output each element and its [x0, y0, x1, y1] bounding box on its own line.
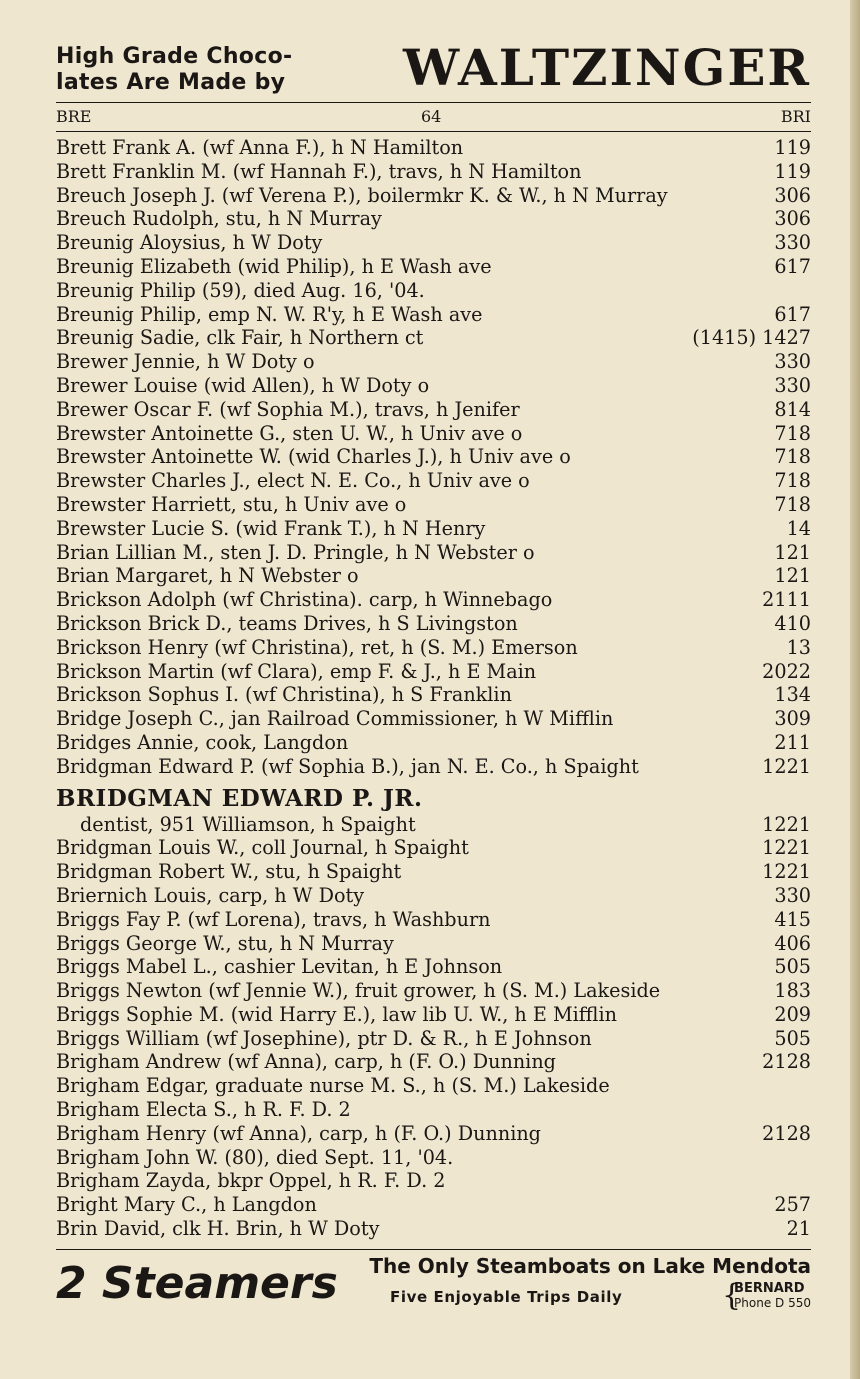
- entry-name: Bridge Joseph C., jan Railroad Commissioner, h W Mifflin: [56, 707, 614, 731]
- entry-number: 309: [774, 707, 811, 731]
- entry-number: 505: [774, 955, 811, 979]
- entry-name: Brigham Zayda, bkpr Oppel, h R. F. D. 2: [56, 1169, 446, 1193]
- entry-number: 1221: [762, 860, 811, 884]
- entry-name: Bridgman Robert W., stu, h Spaight: [56, 860, 402, 884]
- entry-name: Breuch Joseph J. (wf Verena P.), boilermkr K. & W., h N Murray: [56, 183, 668, 207]
- entry-number: 14: [786, 516, 811, 540]
- entry-name: Brickson Martin (wf Clara), emp F. & J., h E Main: [56, 659, 537, 683]
- directory-listings: [56, 136, 811, 779]
- list-item: [56, 1146, 811, 1170]
- list-item: [56, 1098, 811, 1122]
- brace-icon: {: [722, 1277, 742, 1313]
- entry-number: 183: [774, 979, 811, 1003]
- entry-number: 406: [774, 931, 811, 955]
- entry-name: Brigham Henry (wf Anna), carp, h (F. O.) Dunning: [56, 1121, 541, 1145]
- entry-name: Breunig Philip (59), died Aug. 16, '04.: [56, 278, 425, 302]
- list-item: [56, 1193, 811, 1217]
- list-item: [56, 326, 811, 350]
- entry-number: 330: [774, 373, 811, 397]
- entry-name: Breunig Aloysius, h W Doty: [56, 231, 323, 255]
- list-item: [56, 136, 811, 160]
- entry-number: 1221: [762, 836, 811, 860]
- list-item: [56, 564, 811, 588]
- entry-name: Brewster Antoinette G., sten U. W., h Univ ave o: [56, 421, 523, 445]
- list-item: [56, 884, 811, 908]
- entry-name: Brewer Jennie, h W Doty o: [56, 350, 315, 374]
- list-item: [56, 374, 811, 398]
- entry-number: 306: [774, 207, 811, 231]
- entry-number: 718: [774, 445, 811, 469]
- featured-entry-heading: [56, 779, 811, 813]
- entry-number: 718: [774, 421, 811, 445]
- list-item: [56, 1122, 811, 1146]
- header-ad-brand: WALTZINGER: [403, 38, 811, 97]
- entry-number: 306: [774, 183, 811, 207]
- entry-number: 415: [774, 907, 811, 931]
- entry-name: Briernich Louis, carp, h W Doty: [56, 883, 365, 907]
- featured-entry-number: 1221: [762, 812, 811, 836]
- entry-number: 119: [774, 136, 811, 159]
- entry-number: 617: [774, 254, 811, 278]
- entry-name: Brewer Oscar F. (wf Sophia M.), travs, h Jenifer: [56, 397, 520, 421]
- entry-number: (1415) 1427: [692, 326, 811, 350]
- directory-page: [56, 30, 811, 1330]
- entry-number: 119: [774, 159, 811, 183]
- entry-number: 211: [774, 730, 811, 754]
- list-item: [56, 1027, 811, 1051]
- entry-number: 21: [786, 1217, 811, 1241]
- entry-number: 814: [774, 397, 811, 421]
- list-item: [56, 860, 811, 884]
- entry-name: Brigham John W. (80), died Sept. 11, '04.: [56, 1145, 454, 1169]
- entry-name: Brewster Antoinette W. (wid Charles J.), h Univ ave o: [56, 445, 571, 469]
- featured-entry-detail: dentist, 951 Williamson, h Spaight: [80, 812, 416, 836]
- list-item: [56, 279, 811, 303]
- list-item: [56, 350, 811, 374]
- page-number: 64: [421, 107, 442, 126]
- entry-name: Briggs Fay P. (wf Lorena), travs, h Washburn: [56, 907, 491, 931]
- entry-name: Bright Mary C., h Langdon: [56, 1193, 317, 1217]
- entry-number: 257: [774, 1193, 811, 1217]
- entry-number: 2111: [762, 588, 811, 612]
- list-item: [56, 836, 811, 860]
- list-item: [56, 541, 811, 565]
- entry-name: Briggs George W., stu, h N Murray: [56, 931, 394, 955]
- entry-name: Briggs William (wf Josephine), ptr D. & R., h E Johnson: [56, 1026, 592, 1050]
- footer-ad-steamers: 2 Steamers: [56, 1257, 338, 1309]
- entry-name: Brigham Andrew (wf Anna), carp, h (F. O.) Dunning: [56, 1050, 556, 1074]
- entry-number: 330: [774, 883, 811, 907]
- footer-ad-contact: [722, 1277, 811, 1313]
- list-item: [56, 1074, 811, 1098]
- list-item: [56, 955, 811, 979]
- directory-listings-continued: [56, 836, 811, 1241]
- entry-number: 617: [774, 302, 811, 326]
- list-item: [56, 755, 811, 779]
- left-guide-word: BRE: [56, 107, 92, 126]
- header-advertisement: [56, 30, 811, 102]
- page-edge: [850, 0, 860, 1379]
- entry-name: Brian Margaret, h N Webster o: [56, 564, 359, 588]
- entry-number: 2128: [762, 1121, 811, 1145]
- running-head: [56, 103, 811, 131]
- header-ad-line1: High Grade Choco-: [56, 44, 293, 69]
- entry-name: Brewster Lucie S. (wid Frank T.), h N Henry: [56, 516, 486, 540]
- entry-name: Brickson Henry (wf Christina), ret, h (S. M.) Emerson: [56, 635, 578, 659]
- entry-name: Brett Frank A. (wf Anna F.), h N Hamilton: [56, 136, 464, 159]
- entry-name: Brewster Charles J., elect N. E. Co., h Univ ave o: [56, 469, 530, 493]
- right-guide-word: BRI: [780, 107, 811, 126]
- list-item: [56, 422, 811, 446]
- entry-name: Brickson Adolph (wf Christina). carp, h Winnebago: [56, 588, 553, 612]
- entry-number: 505: [774, 1026, 811, 1050]
- entry-name: Breuch Rudolph, stu, h N Murray: [56, 207, 382, 231]
- header-ad-tagline: [56, 44, 292, 96]
- entry-name: Bridges Annie, cook, Langdon: [56, 730, 349, 754]
- list-item: [56, 1050, 811, 1074]
- list-item: [56, 517, 811, 541]
- list-item: [56, 612, 811, 636]
- list-item: [56, 184, 811, 208]
- list-item: [56, 683, 811, 707]
- list-item: [56, 255, 811, 279]
- list-item: [56, 303, 811, 327]
- entry-number: 209: [774, 1002, 811, 1026]
- featured-entry-name: BRIDGMAN EDWARD P. JR.: [56, 784, 423, 812]
- entry-name: Brewster Harriett, stu, h Univ ave o: [56, 492, 407, 516]
- entry-name: Bridgman Edward P. (wf Sophia B.), jan N. E. Co., h Spaight: [56, 754, 639, 778]
- list-item: [56, 636, 811, 660]
- entry-name: Brickson Brick D., teams Drives, h S Livingston: [56, 611, 518, 635]
- entry-name: Brett Franklin M. (wf Hannah F.), travs, h N Hamilton: [56, 159, 582, 183]
- footer-contact-phone: Phone D 550: [734, 1295, 811, 1310]
- entry-number: 718: [774, 469, 811, 493]
- list-item: [56, 469, 811, 493]
- entry-name: Breunig Sadie, clk Fair, h Northern ct: [56, 326, 424, 350]
- entry-number: 121: [774, 540, 811, 564]
- list-item: [56, 493, 811, 517]
- entry-number: 1221: [762, 754, 811, 778]
- entry-name: Bridgman Louis W., coll Journal, h Spaight: [56, 836, 469, 860]
- entry-name: Brickson Sophus I. (wf Christina), h S Franklin: [56, 683, 512, 707]
- list-item: [56, 908, 811, 932]
- entry-name: Breunig Philip, emp N. W. R'y, h E Wash ave: [56, 302, 483, 326]
- entry-name: Briggs Sophie M. (wid Harry E.), law lib U. W., h E Mifflin: [56, 1002, 617, 1026]
- list-item: [56, 707, 811, 731]
- entry-number: 410: [774, 611, 811, 635]
- list-item: [56, 588, 811, 612]
- list-item: [56, 445, 811, 469]
- list-item: [56, 160, 811, 184]
- list-item: [56, 1003, 811, 1027]
- entry-number: 121: [774, 564, 811, 588]
- entry-name: Brin David, clk H. Brin, h W Doty: [56, 1217, 380, 1241]
- list-item: [56, 660, 811, 684]
- footer-contact-name: BERNARD: [734, 1280, 805, 1296]
- list-item: [56, 1169, 811, 1193]
- entry-name: Brewer Louise (wid Allen), h W Doty o: [56, 373, 430, 397]
- list-item: [56, 398, 811, 422]
- list-item: [56, 932, 811, 956]
- entry-number: 2128: [762, 1050, 811, 1074]
- entry-name: Brian Lillian M., sten J. D. Pringle, h N Webster o: [56, 540, 535, 564]
- entry-name: Briggs Newton (wf Jennie W.), fruit grower, h (S. M.) Lakeside: [56, 979, 661, 1003]
- entry-number: 2022: [762, 659, 811, 683]
- footer-ad-subtitle: Five Enjoyable Trips Daily: [390, 1287, 623, 1306]
- entry-name: Brigham Electa S., h R. F. D. 2: [56, 1098, 351, 1122]
- footer-ad-title: The Only Steamboats on Lake Mendota: [369, 1253, 811, 1278]
- entry-name: Briggs Mabel L., cashier Levitan, h E Johnson: [56, 955, 503, 979]
- entry-name: Breunig Elizabeth (wid Philip), h E Wash ave: [56, 254, 492, 278]
- entry-number: 134: [774, 683, 811, 707]
- list-item: [56, 231, 811, 255]
- featured-entry-detail-row: [56, 813, 811, 837]
- header-ad-line2: lates Are Made by: [56, 70, 286, 95]
- entry-number: 13: [786, 635, 811, 659]
- entry-number: 718: [774, 492, 811, 516]
- running-head-rule: [56, 131, 811, 132]
- entry-number: 330: [774, 350, 811, 374]
- entry-name: Brigham Edgar, graduate nurse M. S., h (S. M.) Lakeside: [56, 1074, 610, 1098]
- footer-advertisement: [56, 1250, 811, 1330]
- list-item: [56, 979, 811, 1003]
- list-item: [56, 1217, 811, 1241]
- list-item: [56, 731, 811, 755]
- entry-number: 330: [774, 231, 811, 255]
- list-item: [56, 207, 811, 231]
